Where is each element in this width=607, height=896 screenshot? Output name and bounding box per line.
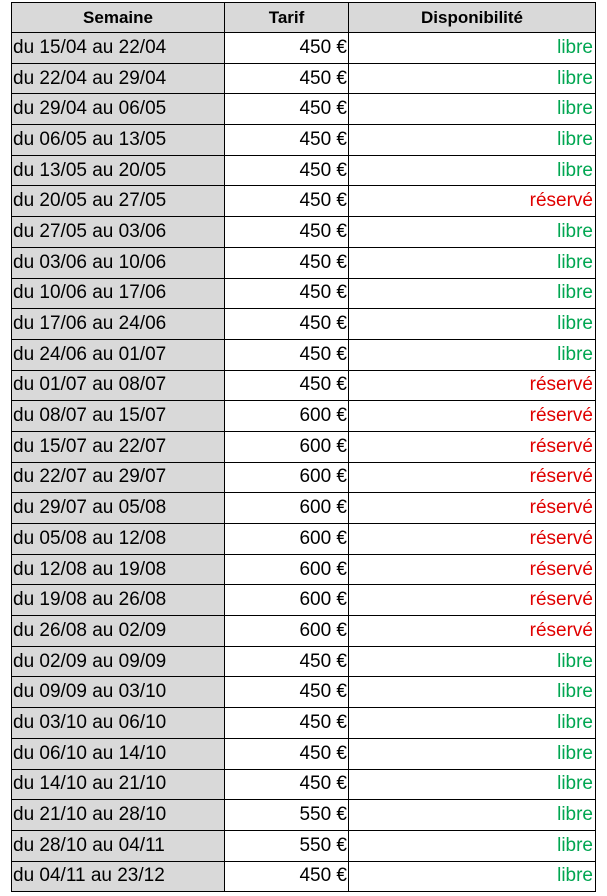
week-cell: du 01/07 au 08/07 (12, 370, 225, 401)
week-cell: du 26/08 au 02/09 (12, 616, 225, 647)
availability-cell: réservé (349, 524, 596, 555)
table-row (12, 186, 596, 217)
availability-cell: réservé (349, 585, 596, 616)
price-cell: 450 € (225, 769, 349, 800)
table-body (12, 33, 596, 892)
table-row (12, 401, 596, 432)
week-cell: du 13/05 au 20/05 (12, 155, 225, 186)
week-cell: du 19/08 au 26/08 (12, 585, 225, 616)
week-cell: du 06/05 au 13/05 (12, 125, 225, 156)
table-row (12, 94, 596, 125)
availability-cell: libre (349, 309, 596, 340)
availability-cell: libre (349, 247, 596, 278)
table-row (12, 247, 596, 278)
availability-cell: libre (349, 33, 596, 64)
price-cell: 600 € (225, 493, 349, 524)
price-cell: 450 € (225, 339, 349, 370)
week-cell: du 12/08 au 19/08 (12, 554, 225, 585)
availability-cell: libre (349, 646, 596, 677)
week-cell: du 22/04 au 29/04 (12, 63, 225, 94)
table-row (12, 155, 596, 186)
table-row (12, 125, 596, 156)
week-cell: du 03/06 au 10/06 (12, 247, 225, 278)
price-cell: 550 € (225, 800, 349, 831)
price-cell: 450 € (225, 217, 349, 248)
table-row (12, 63, 596, 94)
price-cell: 450 € (225, 370, 349, 401)
table-row (12, 800, 596, 831)
availability-cell: libre (349, 677, 596, 708)
week-cell: du 27/05 au 03/06 (12, 217, 225, 248)
price-cell: 450 € (225, 63, 349, 94)
availability-cell: libre (349, 738, 596, 769)
price-cell: 600 € (225, 524, 349, 555)
table-row (12, 708, 596, 739)
header-week: Semaine (12, 3, 225, 33)
table-row (12, 677, 596, 708)
price-cell: 450 € (225, 278, 349, 309)
table-row (12, 339, 596, 370)
price-cell: 450 € (225, 646, 349, 677)
week-cell: du 28/10 au 04/11 (12, 830, 225, 861)
table-row (12, 554, 596, 585)
price-cell: 450 € (225, 861, 349, 892)
availability-cell: réservé (349, 186, 596, 217)
availability-cell: libre (349, 278, 596, 309)
availability-cell: réservé (349, 554, 596, 585)
week-cell: du 10/06 au 17/06 (12, 278, 225, 309)
availability-cell: libre (349, 217, 596, 248)
week-cell: du 22/07 au 29/07 (12, 462, 225, 493)
price-cell: 450 € (225, 94, 349, 125)
price-cell: 450 € (225, 708, 349, 739)
table-row (12, 462, 596, 493)
availability-cell: libre (349, 800, 596, 831)
availability-cell: libre (349, 769, 596, 800)
week-cell: du 05/08 au 12/08 (12, 524, 225, 555)
week-cell: du 29/07 au 05/08 (12, 493, 225, 524)
availability-cell: réservé (349, 370, 596, 401)
price-cell: 600 € (225, 585, 349, 616)
price-cell: 450 € (225, 155, 349, 186)
price-cell: 450 € (225, 33, 349, 64)
week-cell: du 24/06 au 01/07 (12, 339, 225, 370)
price-cell: 450 € (225, 738, 349, 769)
price-cell: 450 € (225, 677, 349, 708)
week-cell: du 21/10 au 28/10 (12, 800, 225, 831)
price-cell: 600 € (225, 401, 349, 432)
table-row (12, 278, 596, 309)
table-row (12, 33, 596, 64)
availability-cell: libre (349, 125, 596, 156)
week-cell: du 02/09 au 09/09 (12, 646, 225, 677)
table-row (12, 646, 596, 677)
week-cell: du 20/05 au 27/05 (12, 186, 225, 217)
availability-cell: libre (349, 708, 596, 739)
availability-table (11, 2, 596, 892)
availability-cell: libre (349, 830, 596, 861)
table-row (12, 585, 596, 616)
price-cell: 450 € (225, 247, 349, 278)
week-cell: du 06/10 au 14/10 (12, 738, 225, 769)
price-cell: 450 € (225, 309, 349, 340)
table-row (12, 493, 596, 524)
table-row (12, 431, 596, 462)
availability-cell: réservé (349, 616, 596, 647)
header-availability: Disponibilité (349, 3, 596, 33)
table-row (12, 309, 596, 340)
price-cell: 450 € (225, 186, 349, 217)
price-cell: 600 € (225, 616, 349, 647)
week-cell: du 09/09 au 03/10 (12, 677, 225, 708)
availability-cell: réservé (349, 493, 596, 524)
week-cell: du 17/06 au 24/06 (12, 309, 225, 340)
table-row (12, 217, 596, 248)
week-cell: du 14/10 au 21/10 (12, 769, 225, 800)
price-cell: 550 € (225, 830, 349, 861)
availability-cell: libre (349, 94, 596, 125)
availability-cell: réservé (349, 401, 596, 432)
week-cell: du 08/07 au 15/07 (12, 401, 225, 432)
availability-cell: réservé (349, 431, 596, 462)
price-cell: 600 € (225, 462, 349, 493)
header-row (12, 3, 596, 33)
week-cell: du 29/04 au 06/05 (12, 94, 225, 125)
availability-cell: libre (349, 339, 596, 370)
table-row (12, 861, 596, 892)
price-cell: 600 € (225, 554, 349, 585)
availability-cell: libre (349, 63, 596, 94)
table-row (12, 830, 596, 861)
week-cell: du 15/04 au 22/04 (12, 33, 225, 64)
price-cell: 600 € (225, 431, 349, 462)
week-cell: du 15/07 au 22/07 (12, 431, 225, 462)
table-row (12, 769, 596, 800)
table-row (12, 616, 596, 647)
price-cell: 450 € (225, 125, 349, 156)
availability-cell: libre (349, 155, 596, 186)
availability-cell: libre (349, 861, 596, 892)
week-cell: du 04/11 au 23/12 (12, 861, 225, 892)
table-row (12, 524, 596, 555)
table-row (12, 370, 596, 401)
availability-cell: réservé (349, 462, 596, 493)
week-cell: du 03/10 au 06/10 (12, 708, 225, 739)
table-row (12, 738, 596, 769)
header-price: Tarif (225, 3, 349, 33)
